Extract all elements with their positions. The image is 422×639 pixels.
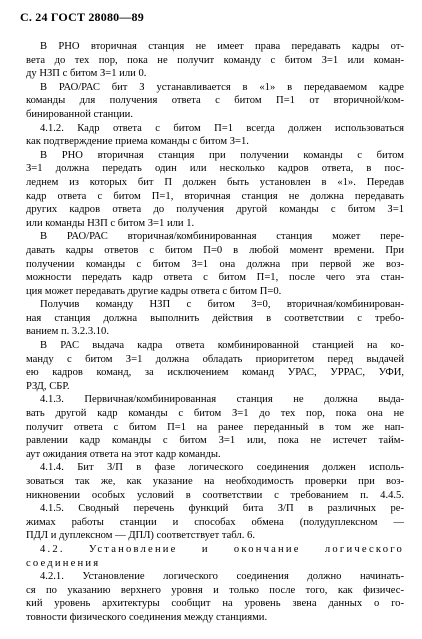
text-line: леднем из которых бит П должен быть установлен в «1». Передав <box>26 176 404 188</box>
text-line: товности физического соединения между станциями. <box>26 611 268 623</box>
document-body <box>26 40 404 625</box>
text-line: 4.1.5. Сводный перечень функций бита З/П в различных ре- <box>40 503 404 515</box>
text-line: аут ожидания ответа на этот кадр команды. <box>26 448 221 460</box>
text-line: равлении кадр команды с битом З=1 или, пока не истечет тайм- <box>26 435 404 447</box>
text-line: В РАС выдача кадра ответа комбинированной станцией на ко- <box>40 340 404 352</box>
text-line: ванием п. 3.2.3.10. <box>26 326 110 338</box>
text-line: кадр ответа с битом П=1, вторичная станция не должна передавать <box>26 190 404 202</box>
text-line: Получив команду НЗП с битом З=0, вторичная/комбинирован- <box>40 299 404 311</box>
text-line: или команды НЗП с битом З=1 или 1. <box>26 217 195 229</box>
text-line: ею кадров команд, за исключением команд УРАС, УРРАС, УФИ, <box>26 367 404 379</box>
text-line: вета до тех пор, пока не получит команду с битом З=1 или коман- <box>26 54 404 66</box>
text-line: бинированной станции. <box>26 108 133 120</box>
text-line: команды для получения ответа с битом П=1 от вторичной/ком- <box>26 95 404 107</box>
text-line: 4.1.2. Кадр ответа с битом П=1 всегда должен использоваться <box>40 122 404 134</box>
text-line: 4.1.3. Первичная/комбинированная станция не должна выда- <box>40 394 404 406</box>
text-line: В РНО вторичная станция при получении команды с битом <box>40 149 404 161</box>
page-header: С. 24 ГОСТ 28080—89 <box>20 10 144 24</box>
text-line: давать кадры ответов с битом П=0 в любой момент времени. При <box>26 244 404 256</box>
text-line: ду НЗП с битом З=1 или 0. <box>26 68 147 80</box>
text-line: З=1 должна передать один или несколько кадров ответа, в пос- <box>26 163 404 175</box>
text-line: 4.2. Установление и окончание логического <box>40 543 404 555</box>
text-line: манду с битом З=1 должна обладать приоритетом перед выдачей <box>26 353 404 365</box>
text-line: ная станция должна выполнить действия в соответствии с требо- <box>26 312 404 324</box>
text-line: кий уровень архитектуры сообщит на уровень звена данных о го- <box>26 598 404 610</box>
text-line: получении команды с битом З=1 она должна при первой же воз- <box>26 258 404 270</box>
text-line: РЗД, СБР. <box>26 380 70 392</box>
text-line: можности передать кадр ответа с битом П=1, после чего эта стан- <box>26 272 404 284</box>
text-line: других кадров ответа до получения другой команды с битом З=1 <box>26 204 404 216</box>
text-line: зоваться так же, как указание на необходимость проверки при воз- <box>26 476 404 487</box>
text-line: В РАО/РАС вторичная/комбинированная станция может пере- <box>40 231 404 243</box>
text-line: В РНО вторичная станция не имеет права передавать кадры от- <box>40 41 404 52</box>
text-line: ПДЛ и дуплексном — ДПЛ) соответствует табл. 6. <box>26 530 255 542</box>
text-line: получит ответа с битом П=1 на ранее переданный в том же нап- <box>26 421 404 433</box>
text-line: вать другой кадр команды с битом З=1 до тех пор, пока она не <box>26 408 404 420</box>
text-line: соединения <box>26 557 101 569</box>
text-line: как подтверждение приема команды с битом З=1. <box>26 136 249 148</box>
text-line: жимах работы станции и способах обмена (полудуплексном — <box>26 516 404 528</box>
text-line: 4.2.1. Установление логического соединения должно начинать- <box>40 571 404 583</box>
text-line: В РАО/РАС бит З устанавливается в «1» в передаваемом кадре <box>40 81 404 93</box>
text-line: ся по указанию верхнего уровня и только после того, как физичес- <box>26 584 404 596</box>
text-line: 4.1.4. Бит З/П в фазе логического соединения должен исполь- <box>40 462 404 474</box>
text-line: ция может передавать другие кадры ответа с битом П=0. <box>26 285 282 297</box>
text-line: никновении особых условий в соответствии с требованием п. 4.4.5. <box>26 489 404 501</box>
